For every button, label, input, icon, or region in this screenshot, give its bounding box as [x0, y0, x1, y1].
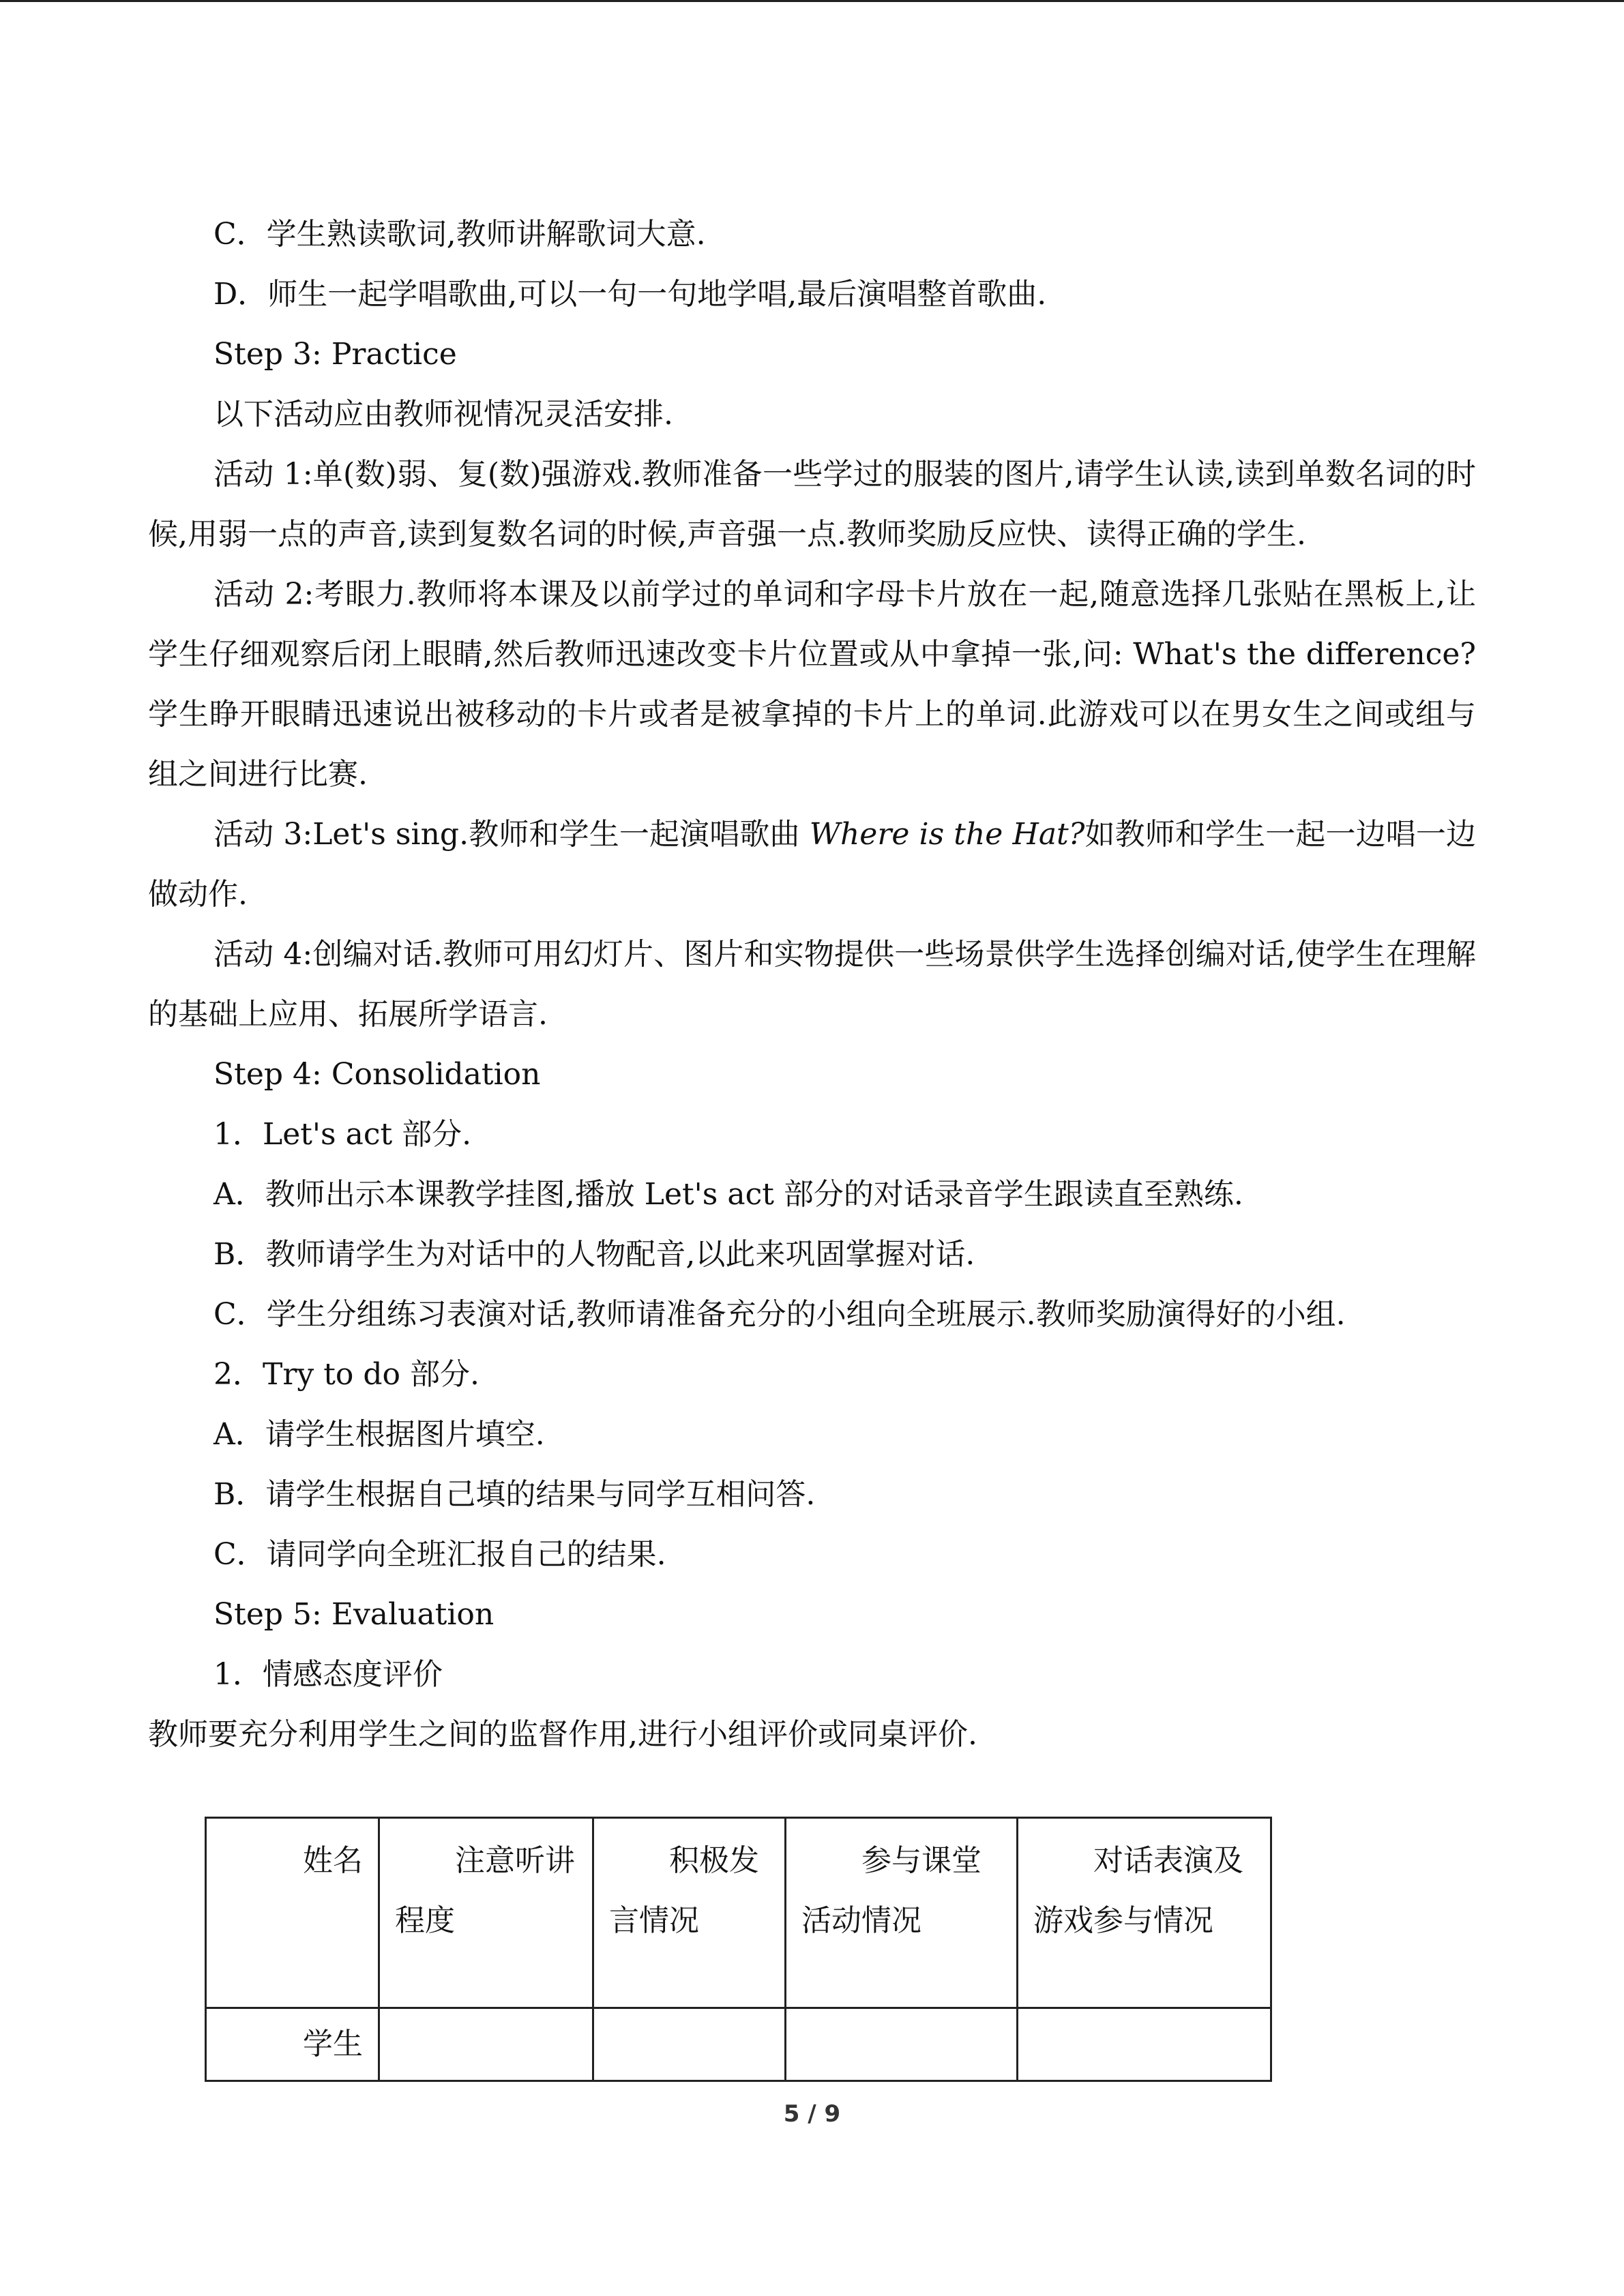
header-name: 姓名 [206, 1818, 379, 2008]
practice-intro: 以下活动应由教师视情况灵活安排. [213, 397, 673, 432]
try-to-do-heading: 2．Try to do 部分. [213, 1357, 480, 1392]
attitude-eval-heading: 1．情感态度评价 [213, 1657, 443, 1692]
evaluation-table [205, 1817, 1272, 2082]
lets-act-item-b: B．教师请学生为对话中的人物配音,以此来巩固掌握对话. [213, 1237, 975, 1272]
try-to-do-item-b: B．请学生根据自己填的结果与同学互相问答. [213, 1477, 816, 1512]
table-cell [379, 2008, 593, 2081]
table-cell [593, 2008, 786, 2081]
table-header-row [206, 1818, 1271, 2008]
table-row [206, 2008, 1271, 2081]
table-cell [786, 2008, 1018, 2081]
header-performance [1018, 1818, 1271, 2008]
step3-heading: Step 3: Practice [213, 337, 457, 372]
activity-4: 活动 4:创编对话.教师可用幻灯片、图片和实物提供一些场景供学生选择创编对话,使学生在理解的基础上应用、拓展所学语言. [148, 937, 1476, 1032]
eval-description: 教师要充分利用学生之间的监督作用,进行小组评价或同桌评价. [148, 1717, 977, 1752]
step2-item-d: D．师生一起学唱歌曲,可以一句一句地学唱,最后演唱整首歌曲. [213, 277, 1047, 312]
try-to-do-item-c: C．请同学向全班汇报自己的结果. [213, 1537, 666, 1572]
header-listening [379, 1818, 593, 2008]
step2-item-c: C．学生熟读歌词,教师讲解歌词大意. [213, 217, 706, 252]
header-performance-text: 对话表演及游戏参与情况 [1033, 1843, 1243, 1938]
header-speaking-text: 积极发言情况 [609, 1843, 759, 1938]
activity-3-tail: 如教师和学生一起一边唱一边做动作. [148, 817, 1476, 912]
header-speaking [593, 1818, 786, 2008]
top-border [0, 0, 1624, 2]
lets-act-item-c: C．学生分组练习表演对话,教师请准备充分的小组向全班展示.教师奖励演得好的小组. [213, 1297, 1346, 1332]
activity-2: 活动 2:考眼力.教师将本课及以前学过的单词和字母卡片放在一起,随意选择几张贴在黑板上,让学生仔细观察后闭上眼睛,然后教师迅速改变卡片位置或从中拿掉一张,问: What's the difference? 学生睁开眼睛迅速说出被移动的卡片或者是被拿掉的卡片上的单词.此游戏可以在男女生之间或组与组之间进行比赛. [148, 577, 1476, 792]
row-student-label: 学生 [206, 2008, 379, 2081]
page-number: 5 / 9 [783, 2100, 841, 2128]
lets-act-heading: 1．Let's act 部分. [213, 1117, 472, 1152]
table-cell [1018, 2008, 1271, 2081]
activity-1: 活动 1:单(数)弱、复(数)强游戏.教师准备一些学过的服装的图片,请学生认读,读到单数名词的时候,用弱一点的声音,读到复数名词的时候,声音强一点.教师奖励反应快、读得正确的学生. [148, 457, 1476, 552]
activity-3 [148, 805, 1476, 925]
lets-act-item-a: A．教师出示本课教学挂图,播放 Let's act 部分的对话录音学生跟读直至熟练. [213, 1177, 1243, 1212]
header-participation [786, 1818, 1018, 2008]
step4-heading: Step 4: Consolidation [213, 1057, 541, 1092]
song-title: Where is the Hat? [809, 817, 1085, 852]
header-listening-text: 注意听讲程度 [395, 1843, 575, 1938]
activity-3-text: 活动 3:Let's sing.教师和学生一起演唱歌曲 [213, 817, 810, 852]
try-to-do-item-a: A．请学生根据图片填空. [213, 1417, 545, 1452]
lesson-body [148, 205, 1476, 1765]
step5-heading: Step 5: Evaluation [213, 1597, 494, 1632]
header-participation-text: 参与课堂活动情况 [801, 1843, 981, 1938]
